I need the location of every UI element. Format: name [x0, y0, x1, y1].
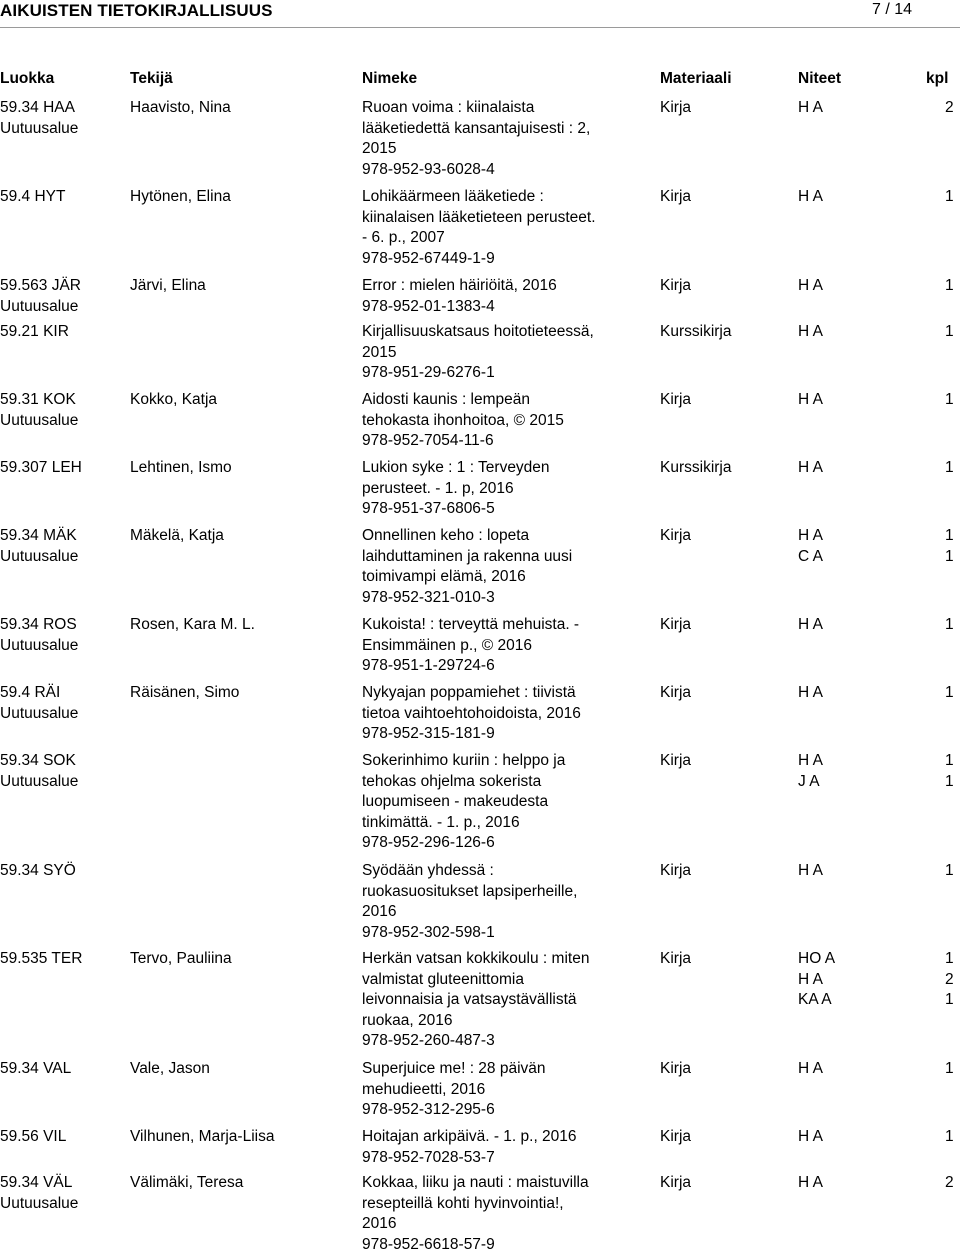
cell-nimeke-line: Lukion syke : 1 : Terveyden	[362, 459, 550, 476]
cell-nimeke-line: 2016	[362, 1215, 397, 1233]
cell-tekija-line: Haavisto, Nina	[130, 99, 231, 116]
cell-tekija-line: Järvi, Elina	[130, 277, 206, 294]
cell-materiaali-line: Kurssikirja	[660, 459, 732, 476]
cell-nimeke-line: 978-951-1-29724-6	[362, 657, 495, 675]
cell-niteet-line: J A	[798, 772, 820, 790]
cell-kpl	[945, 526, 954, 567]
cell-nimeke-line: 978-952-93-6028-4	[362, 160, 495, 178]
column-header-kpl: kpl	[926, 70, 949, 87]
cell-tekija	[130, 615, 255, 636]
cell-tekija-line: Rosen, Kara M. L.	[130, 616, 255, 633]
cell-tekija	[130, 949, 232, 970]
cell-kpl	[945, 615, 954, 636]
cell-tekija	[130, 98, 231, 119]
cell-nimeke-line: Hoitajan arkipäivä. - 1. p., 2016	[362, 1128, 577, 1145]
cell-nimeke-line: Ruoan voima : kiinalaista	[362, 99, 535, 116]
cell-niteet	[798, 861, 823, 882]
cell-materiaali-line: Kirja	[660, 950, 692, 967]
cell-materiaali	[660, 861, 691, 882]
cell-kpl	[945, 949, 954, 1011]
cell-nimeke-line: laihduttaminen ja rakenna uusi	[362, 547, 573, 565]
cell-tekija-line: Räisänen, Simo	[130, 684, 240, 701]
cell-kpl-line: 1	[945, 616, 954, 633]
cell-nimeke-line: 2016	[362, 903, 397, 921]
cell-materiaali	[660, 949, 691, 970]
cell-niteet-line: H A	[798, 752, 823, 769]
cell-niteet	[798, 458, 823, 479]
cell-nimeke-line: Lohikäärmeen lääketiede :	[362, 188, 544, 205]
header-divider	[0, 27, 960, 28]
cell-kpl-line: 1	[945, 188, 954, 205]
cell-nimeke-line: 978-952-302-598-1	[362, 923, 495, 941]
column-header-tekija: Tekijä	[130, 70, 173, 87]
cell-materiaali-line: Kirja	[660, 752, 692, 769]
cell-luokka-line: 59.56 VIL	[0, 1128, 67, 1145]
cell-nimeke-line: 978-952-67449-1-9	[362, 249, 495, 267]
cell-niteet-line: H A	[798, 1174, 823, 1191]
cell-kpl-line: 1	[945, 772, 954, 790]
cell-kpl-line: 1	[945, 391, 954, 408]
cell-kpl	[945, 751, 954, 792]
cell-materiaali	[660, 1173, 691, 1194]
cell-luokka-line: 59.34 HAA	[0, 99, 75, 116]
cell-niteet-line: H A	[798, 188, 823, 205]
cell-nimeke-line: 978-952-315-181-9	[362, 725, 495, 743]
cell-kpl	[945, 1059, 954, 1080]
cell-niteet-line: H A	[798, 1128, 823, 1145]
cell-nimeke	[362, 390, 564, 452]
cell-nimeke	[362, 98, 590, 180]
cell-kpl	[945, 683, 954, 704]
cell-nimeke	[362, 526, 572, 608]
cell-niteet-line: H A	[798, 862, 823, 879]
cell-materiaali-line: Kirja	[660, 277, 692, 294]
cell-nimeke	[362, 458, 550, 520]
cell-niteet	[798, 526, 823, 567]
cell-nimeke-line: perusteet. - 1. p, 2016	[362, 479, 514, 497]
cell-nimeke-line: - 6. p., 2007	[362, 229, 445, 247]
cell-nimeke-line: Error : mielen häiriöitä, 2016	[362, 277, 557, 294]
cell-nimeke-line: resepteillä kohti hyvinvointia!,	[362, 1194, 564, 1212]
cell-luokka-line: Uutuusalue	[0, 411, 79, 429]
cell-nimeke-line: 978-952-296-126-6	[362, 834, 495, 852]
cell-materiaali-line: Kurssikirja	[660, 323, 732, 340]
cell-kpl	[945, 390, 954, 411]
cell-nimeke-line: Kokkaa, liiku ja nauti : maistuvilla	[362, 1174, 589, 1191]
cell-nimeke-line: Kukoista! : terveyttä mehuista. -	[362, 616, 580, 633]
cell-luokka	[0, 1059, 71, 1080]
cell-nimeke-line: Herkän vatsan kokkikoulu : miten	[362, 950, 590, 967]
cell-luokka-line: 59.34 VÄL	[0, 1174, 73, 1191]
cell-luokka-line: Uutuusalue	[0, 636, 79, 654]
cell-luokka-line: 59.563 JÄR	[0, 277, 81, 294]
cell-nimeke	[362, 1059, 546, 1121]
cell-materiaali	[660, 1127, 691, 1148]
page-indicator: 7 / 14	[872, 1, 913, 18]
cell-nimeke	[362, 187, 596, 269]
cell-luokka-line: Uutuusalue	[0, 1194, 79, 1212]
cell-kpl-line: 2	[945, 1174, 954, 1191]
cell-kpl-line: 1	[945, 527, 954, 544]
cell-kpl-line: 2	[945, 99, 954, 116]
cell-kpl-line: 1	[945, 1128, 954, 1145]
cell-kpl	[945, 1127, 954, 1148]
cell-nimeke	[362, 1127, 577, 1168]
cell-nimeke-line: 978-952-6618-57-9	[362, 1235, 495, 1253]
cell-kpl-line: 1	[945, 684, 954, 701]
cell-kpl	[945, 322, 954, 343]
cell-luokka	[0, 949, 82, 970]
cell-luokka-line: 59.34 SOK	[0, 752, 76, 769]
cell-nimeke	[362, 683, 581, 745]
cell-materiaali	[660, 751, 691, 772]
cell-luokka-line: 59.4 HYT	[0, 188, 66, 205]
cell-kpl-line: 1	[945, 459, 954, 476]
cell-materiaali-line: Kirja	[660, 391, 692, 408]
cell-tekija	[130, 683, 239, 704]
cell-luokka-line: 59.21 KIR	[0, 323, 69, 340]
cell-nimeke-line: Ensimmäinen p., © 2016	[362, 636, 532, 654]
cell-niteet	[798, 683, 823, 704]
cell-materiaali-line: Kirja	[660, 862, 692, 879]
cell-materiaali-line: Kirja	[660, 1128, 692, 1145]
cell-niteet-line: H A	[798, 970, 823, 988]
cell-kpl-line: 1	[945, 862, 954, 879]
cell-nimeke-line: Sokerinhimo kuriin : helppo ja	[362, 752, 566, 769]
cell-nimeke-line: tehokasta ihonhoitoa, © 2015	[362, 411, 564, 429]
cell-materiaali	[660, 458, 731, 479]
cell-niteet	[798, 949, 835, 1011]
cell-niteet-line: H A	[798, 1060, 823, 1077]
cell-luokka-line: 59.307 LEH	[0, 459, 82, 476]
cell-nimeke-line: 978-952-01-1383-4	[362, 297, 495, 315]
cell-materiaali	[660, 390, 691, 411]
cell-nimeke-line: 978-952-7028-53-7	[362, 1148, 495, 1166]
cell-nimeke-line: Superjuice me! : 28 päivän	[362, 1060, 546, 1077]
cell-kpl-line: 1	[945, 277, 954, 294]
cell-materiaali	[660, 322, 731, 343]
cell-niteet-line: H A	[798, 323, 823, 340]
cell-luokka	[0, 390, 78, 431]
cell-luokka	[0, 458, 82, 479]
cell-niteet-line: H A	[798, 459, 823, 476]
cell-niteet-line: H A	[798, 616, 823, 633]
cell-kpl	[945, 276, 954, 297]
cell-tekija	[130, 276, 206, 297]
cell-tekija-line: Mäkelä, Katja	[130, 527, 224, 544]
cell-kpl	[945, 861, 954, 882]
cell-tekija	[130, 390, 217, 411]
cell-nimeke-line: 978-951-37-6806-5	[362, 500, 495, 518]
cell-luokka	[0, 1173, 78, 1214]
cell-nimeke-line: 978-952-7054-11-6	[362, 432, 494, 450]
column-header-nimeke: Nimeke	[362, 70, 418, 87]
document-title: AIKUISTEN TIETOKIRJALLISUUS	[0, 1, 273, 20]
cell-nimeke-line: tinkimättä. - 1. p., 2016	[362, 813, 520, 831]
cell-luokka	[0, 861, 76, 882]
cell-materiaali-line: Kirja	[660, 527, 692, 544]
cell-luokka	[0, 98, 78, 139]
cell-nimeke-line: ruokaa, 2016	[362, 1011, 453, 1029]
cell-niteet	[798, 1127, 823, 1148]
cell-luokka	[0, 615, 78, 656]
cell-nimeke-line: valmistat gluteenittomia	[362, 970, 524, 988]
cell-materiaali-line: Kirja	[660, 684, 692, 701]
cell-niteet-line: KA A	[798, 991, 832, 1009]
cell-nimeke	[362, 861, 577, 943]
cell-materiaali	[660, 98, 691, 119]
cell-luokka-line: Uutuusalue	[0, 772, 79, 790]
cell-niteet-line: H A	[798, 391, 823, 408]
cell-niteet	[798, 322, 823, 343]
cell-niteet	[798, 276, 823, 297]
cell-nimeke-line: 978-952-260-487-3	[362, 1032, 495, 1050]
cell-materiaali-line: Kirja	[660, 188, 692, 205]
cell-niteet	[798, 751, 823, 792]
cell-luokka	[0, 1127, 66, 1148]
cell-tekija	[130, 1127, 274, 1148]
cell-nimeke	[362, 949, 589, 1052]
cell-nimeke-line: kiinalaisen lääketieteen perusteet.	[362, 208, 596, 226]
cell-luokka	[0, 187, 65, 208]
cell-nimeke-line: ruokasuositukset lapsiperheille,	[362, 882, 578, 900]
cell-niteet	[798, 615, 823, 636]
cell-kpl-line: 2	[945, 970, 954, 988]
cell-tekija-line: Tervo, Pauliina	[130, 950, 232, 967]
cell-luokka-line: 59.34 SYÖ	[0, 862, 76, 879]
cell-nimeke	[362, 615, 579, 677]
cell-nimeke	[362, 322, 594, 384]
cell-tekija	[130, 1059, 210, 1080]
cell-nimeke-line: lääketiedettä kansantajuisesti : 2,	[362, 119, 591, 137]
cell-tekija	[130, 1173, 243, 1194]
cell-luokka	[0, 526, 78, 567]
cell-niteet	[798, 390, 823, 411]
cell-materiaali-line: Kirja	[660, 1060, 692, 1077]
cell-kpl-line: 1	[945, 1060, 954, 1077]
cell-niteet-line: C A	[798, 547, 823, 565]
cell-nimeke-line: mehudieetti, 2016	[362, 1080, 486, 1098]
cell-luokka-line: Uutuusalue	[0, 119, 79, 137]
cell-luokka-line: 59.4 RÄI	[0, 684, 61, 701]
column-header-niteet: Niteet	[798, 70, 842, 87]
cell-tekija-line: Välimäki, Teresa	[130, 1174, 244, 1191]
cell-luokka-line: Uutuusalue	[0, 704, 79, 722]
column-header-luokka: Luokka	[0, 70, 55, 87]
cell-tekija	[130, 187, 231, 208]
cell-nimeke-line: leivonnaisia ja vatsaystävällistä	[362, 991, 577, 1009]
cell-nimeke-line: 978-952-312-295-6	[362, 1101, 495, 1119]
cell-nimeke-line: Nykyajan poppamiehet : tiivistä	[362, 684, 576, 701]
cell-nimeke-line: Syödään yhdessä :	[362, 862, 494, 879]
cell-nimeke	[362, 276, 557, 317]
cell-luokka-line: 59.34 VAL	[0, 1060, 72, 1077]
cell-tekija	[130, 526, 224, 547]
cell-materiaali-line: Kirja	[660, 616, 692, 633]
cell-niteet-line: H A	[798, 277, 823, 294]
cell-luokka-line: 59.34 MÄK	[0, 527, 77, 544]
cell-kpl	[945, 98, 954, 119]
cell-luokka	[0, 751, 78, 792]
cell-tekija-line: Lehtinen, Ismo	[130, 459, 232, 476]
cell-kpl-line: 1	[945, 950, 954, 967]
cell-niteet	[798, 187, 823, 208]
cell-materiaali	[660, 683, 691, 704]
column-header-materiaali: Materiaali	[660, 70, 732, 87]
cell-nimeke	[362, 751, 565, 854]
cell-materiaali	[660, 615, 691, 636]
cell-tekija-line: Kokko, Katja	[130, 391, 218, 408]
cell-kpl-line: 1	[945, 323, 954, 340]
page-header	[0, 0, 960, 26]
cell-luokka	[0, 683, 78, 724]
cell-tekija	[130, 458, 232, 479]
cell-materiaali	[660, 1059, 691, 1080]
cell-tekija-line: Vale, Jason	[130, 1060, 210, 1077]
cell-luokka-line: 59.535 TER	[0, 950, 83, 967]
cell-niteet-line: H A	[798, 527, 823, 544]
cell-kpl-line: 1	[945, 547, 954, 565]
cell-tekija-line: Vilhunen, Marja-Liisa	[130, 1128, 275, 1145]
cell-niteet-line: H A	[798, 99, 823, 116]
cell-tekija-line: Hytönen, Elina	[130, 188, 231, 205]
cell-niteet-line: H A	[798, 684, 823, 701]
cell-niteet	[798, 1059, 823, 1080]
cell-materiaali	[660, 187, 691, 208]
cell-nimeke-line: 978-951-29-6276-1	[362, 364, 495, 382]
cell-nimeke-line: tietoa vaihtoehtohoidoista, 2016	[362, 704, 581, 722]
cell-materiaali-line: Kirja	[660, 99, 692, 116]
cell-nimeke-line: Kirjallisuuskatsaus hoitotieteessä,	[362, 323, 594, 340]
cell-luokka	[0, 322, 69, 343]
cell-nimeke	[362, 1173, 589, 1255]
cell-nimeke-line: 978-952-321-010-3	[362, 588, 495, 606]
cell-nimeke-line: Onnellinen keho : lopeta	[362, 527, 530, 544]
cell-niteet	[798, 98, 823, 119]
cell-kpl-line: 1	[945, 991, 954, 1009]
cell-nimeke-line: luopumiseen - makeudesta	[362, 793, 549, 811]
cell-kpl	[945, 187, 954, 208]
cell-luokka	[0, 276, 81, 317]
cell-luokka-line: 59.31 KOK	[0, 391, 76, 408]
cell-nimeke-line: toimivampi elämä, 2016	[362, 568, 526, 586]
cell-kpl	[945, 458, 954, 479]
cell-nimeke-line: tehokas ohjelma sokerista	[362, 772, 542, 790]
cell-materiaali	[660, 526, 691, 547]
cell-kpl	[945, 1173, 954, 1194]
cell-luokka-line: Uutuusalue	[0, 547, 79, 565]
cell-kpl-line: 1	[945, 752, 954, 769]
cell-niteet-line: HO A	[798, 950, 836, 967]
cell-nimeke-line: 2015	[362, 343, 397, 361]
cell-materiaali-line: Kirja	[660, 1174, 692, 1191]
cell-materiaali	[660, 276, 691, 297]
cell-nimeke-line: Aidosti kaunis : lempeän	[362, 391, 531, 408]
cell-nimeke-line: 2015	[362, 140, 397, 158]
cell-niteet	[798, 1173, 823, 1194]
cell-luokka-line: 59.34 ROS	[0, 616, 77, 633]
cell-luokka-line: Uutuusalue	[0, 297, 79, 315]
